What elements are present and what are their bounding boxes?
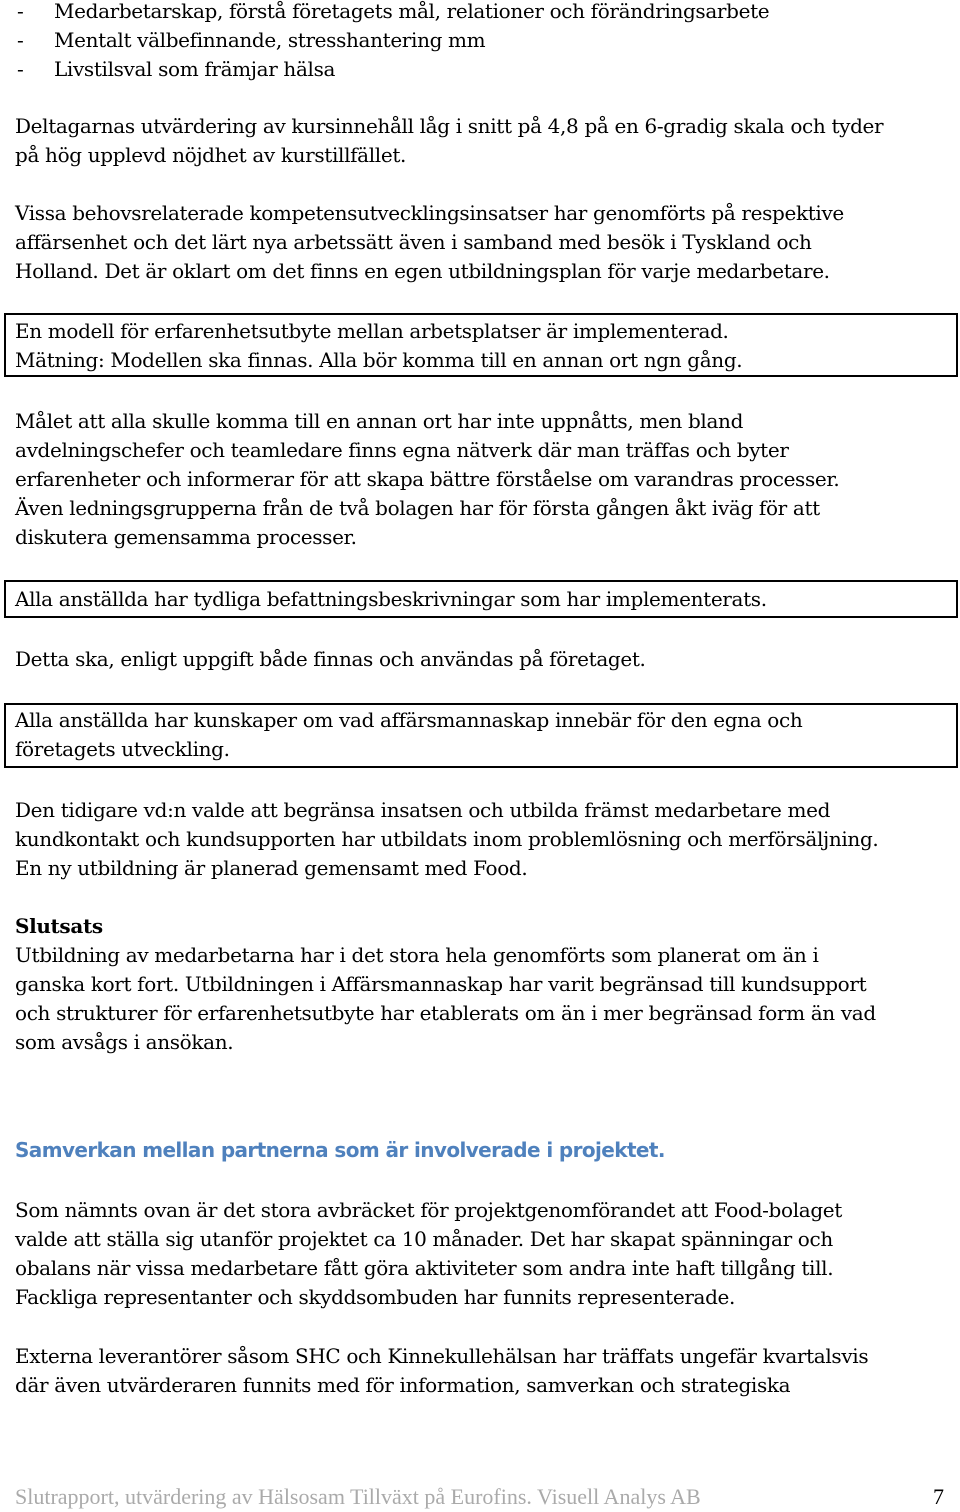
bullet-text: Livstilsval som främjar hälsa — [54, 57, 336, 81]
paragraph-line: obalans när vissa medarbetare fått göra aktiviteter som andra inte haft tillgång till. — [15, 1256, 834, 1280]
bullet-marker: - — [17, 57, 24, 81]
paragraph-line: där även utvärderaren funnits med för information, samverkan och strategiska — [15, 1373, 791, 1397]
bullet-item — [17, 0, 770, 26]
paragraph-line: Detta ska, enligt uppgift både finnas och användas på företaget. — [15, 647, 646, 671]
paragraph-line: Utbildning av medarbetarna har i det stora hela genomförts som planerat om än i — [15, 943, 819, 967]
goal-box-line: företagets utveckling. — [15, 737, 230, 761]
bullet-marker: - — [17, 28, 24, 52]
paragraph-line: diskutera gemensamma processer. — [15, 525, 357, 549]
paragraph-line: Vissa behovsrelaterade kompetensutvecklingsinsatser har genomförts på respektive — [15, 201, 844, 225]
paragraph-line: Deltagarnas utvärdering av kursinnehåll låg i snitt på 4,8 på en 6-gradig skala och tyder — [15, 114, 884, 138]
section-heading: Samverkan mellan partnerna som är involverade i projektet. — [15, 1138, 665, 1162]
paragraph-line: affärsenhet och det lärt nya arbetssätt även i samband med besök i Tyskland och — [15, 230, 812, 254]
paragraph-line: Den tidigare vd:n valde att begränsa insatsen och utbilda främst medarbetare med — [15, 798, 831, 822]
paragraph-line: som avsågs i ansökan. — [15, 1030, 234, 1054]
paragraph-line: ganska kort fort. Utbildningen i Affärsmannaskap har varit begränsad till kundsupport — [15, 972, 867, 996]
bullet-marker: - — [17, 0, 24, 23]
paragraph-line: avdelningschefer och teamledare finns egna nätverk där man träffas och byter — [15, 438, 789, 462]
goal-box-line: Alla anställda har kunskaper om vad affärsmannaskap innebär för den egna och — [15, 708, 803, 732]
paragraph-line: Externa leverantörer såsom SHC och Kinnekullehälsan har träffats ungefär kvartalsvis — [15, 1344, 869, 1368]
paragraph-line: Holland. Det är oklart om det finns en egen utbildningsplan för varje medarbetare. — [15, 259, 830, 283]
bullet-text: Mentalt välbefinnande, stresshantering mm — [54, 28, 486, 52]
goal-box-line: Mätning: Modellen ska finnas. Alla bör komma till en annan ort ngn gång. — [15, 348, 743, 372]
paragraph-line: Målet att alla skulle komma till en annan ort har inte uppnåtts, men bland — [15, 409, 744, 433]
paragraph-line: Även ledningsgrupperna från de två bolagen har för första gången åkt iväg för att — [15, 496, 820, 520]
bullet-item — [17, 55, 336, 84]
paragraph-line: kundkontakt och kundsupporten har utbildats inom problemlösning och merförsäljning. — [15, 827, 879, 851]
conclusion-heading: Slutsats — [15, 914, 103, 938]
paragraph-line: på hög upplevd nöjdhet av kurstillfället. — [15, 143, 407, 167]
page-number: 7 — [933, 1484, 944, 1509]
paragraph-line: Som nämnts ovan är det stora avbräcket för projektgenomförandet att Food-bolaget — [15, 1198, 842, 1222]
paragraph-line: och strukturer för erfarenhetsutbyte har etablerats om än i mer begränsad form än vad — [15, 1001, 876, 1025]
bullet-item — [17, 26, 486, 55]
paragraph-line: valde att ställa sig utanför projektet ca 10 månader. Det har skapat spänningar och — [15, 1227, 833, 1251]
paragraph-line: erfarenheter och informerar för att skapa bättre förståelse om varandras processer. — [15, 467, 840, 491]
goal-box-line: En modell för erfarenhetsutbyte mellan arbetsplatser är implementerad. — [15, 319, 729, 343]
page-footer: Slutrapport, utvärdering av Hälsosam Tillväxt på Eurofins. Visuell Analys AB — [15, 1484, 701, 1509]
goal-box-line: Alla anställda har tydliga befattningsbeskrivningar som har implementerats. — [15, 587, 767, 611]
paragraph-line: Fackliga representanter och skyddsombuden har funnits representerade. — [15, 1285, 736, 1309]
paragraph-line: En ny utbildning är planerad gemensamt med Food. — [15, 856, 528, 880]
bullet-text: Medarbetarskap, förstå företagets mål, relationer och förändringsarbete — [54, 0, 770, 23]
